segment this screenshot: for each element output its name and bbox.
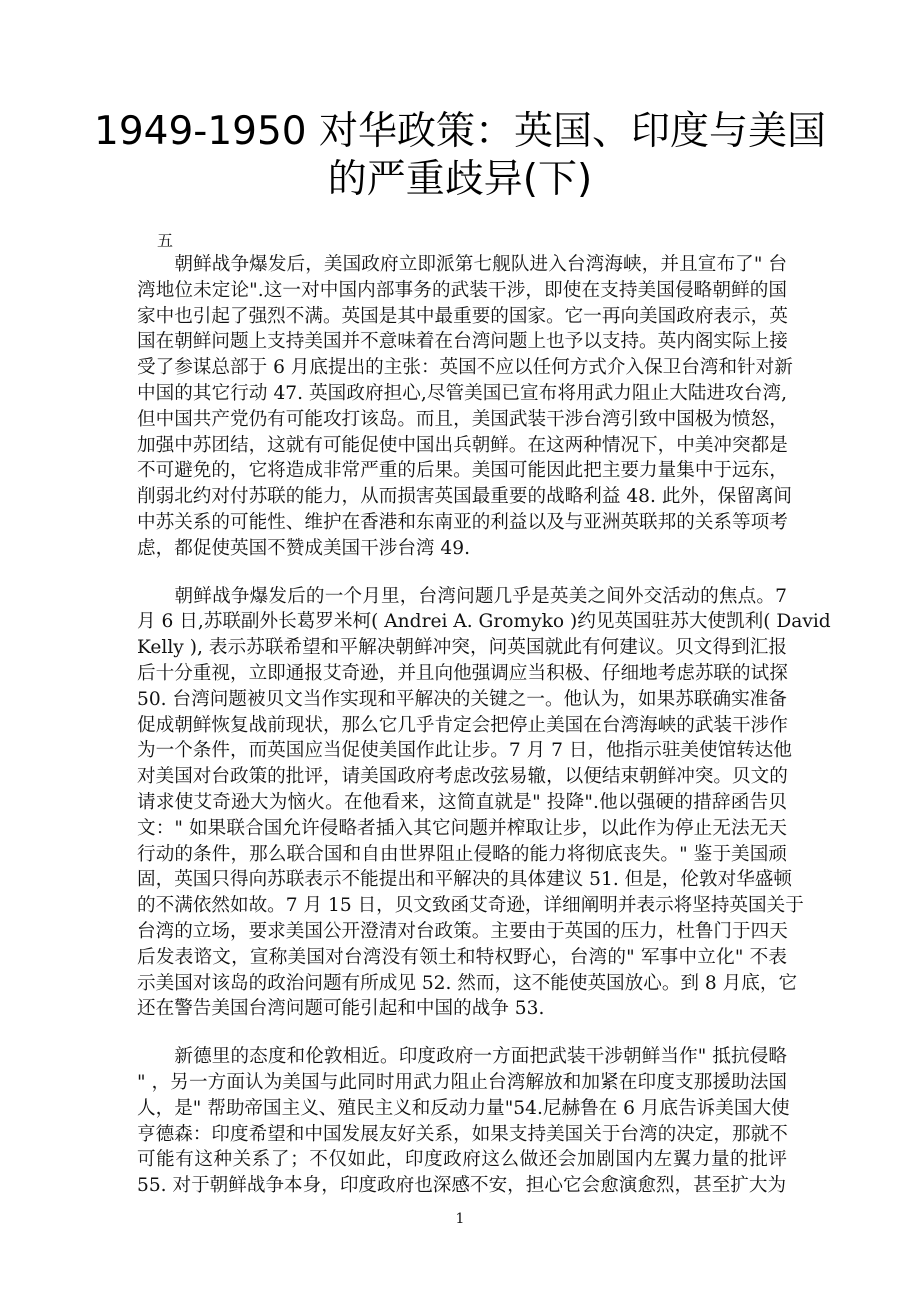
text-line: 台湾的立场，要求美国公开澄清对台政策。主要由于英国的压力，杜鲁门于四天 — [137, 920, 788, 942]
text-line: 后十分重视，立即通报艾奇逊，并且向他强调应当积极、仔细地考虑苏联的试探 — [137, 662, 788, 684]
title-line-2: 的严重歧异(下) — [327, 157, 593, 202]
text-line: 朝鲜战争爆发后的一个月里，台湾问题几乎是英美之间外交活动的焦点。7 — [137, 585, 787, 607]
text-line: 还在警告美国台湾问题可能引起和中国的战争 53. — [137, 998, 545, 1020]
text-line: 家中也引起了强烈不满。英国是其中最重要的国家。它一再向美国政府表示，英 — [137, 305, 788, 327]
text-line: " ，另一方面认为美国与此同时用武力阻止台湾解放和加紧在印度支那援助法国 — [137, 1071, 787, 1093]
text-line: 削弱北约对付苏联的能力，从而损害英国最重要的战略利益 48. 此外，保留离间 — [137, 486, 792, 508]
document-body — [137, 252, 831, 1221]
text-line: 朝鲜战争爆发后，美国政府立即派第七舰队进入台湾海峡，并且宣布了" 台 — [137, 254, 787, 275]
text-line: 人，是" 帮助帝国主义、殖民主义和反动力量"54.尼赫鲁在 6 月底告诉美国大使 — [137, 1097, 790, 1119]
document-title — [0, 108, 920, 204]
text-line: 月 6 日,苏联副外长葛罗米柯( Andrei A. Gromyko )约见英国驻苏大使凯利( David — [137, 611, 831, 633]
text-line: 加强中苏团结，这就有可能促使中国出兵朝鲜。在这两种情况下，中美冲突都是 — [137, 434, 788, 456]
text-line: 50. 台湾问题被贝文当作实现和平解决的关键之一。他认为，如果苏联确实准备 — [137, 688, 787, 710]
text-line: 的不满依然如故。7 月 15 日，贝文致函艾奇逊，详细阐明并表示将坚持英国关于 — [137, 895, 804, 917]
section-heading: 五 — [157, 231, 174, 250]
text-line: 行动的条件，那么联合国和自由世界阻止侵略的能力将彻底丧失。" 鉴于美国顽 — [137, 843, 787, 865]
text-line: 文：" 如果联合国允许侵略者插入其它问题并榨取让步，以此作为停止无法无天 — [137, 817, 787, 839]
text-line: 为一个条件，而英国应当促使美国作此让步。7 月 7 日，他指示驻美使馆转达他 — [137, 740, 792, 762]
text-line: 虑，都促使英国不赞成美国干涉台湾 49. — [137, 537, 470, 559]
text-line: 可能有这种关系了；不仅如此，印度政府这么做还会加剧国内左翼力量的批评 — [137, 1149, 787, 1171]
text-line: 受了参谋总部于 6 月底提出的主张：英国不应以任何方式介入保卫台湾和针对新 — [137, 357, 793, 379]
text-line: 示美国对该岛的政治问题有所成见 52. 然而，这不能使英国放心。到 8 月底，它 — [137, 972, 798, 994]
text-line: 国在朝鲜问题上支持美国并不意味着在台湾问题上也予以支持。英内阁实际上接 — [137, 331, 788, 353]
text-line: 后发表谘文，宣称美国对台湾没有领土和特权野心，台湾的" 军事中立化" 不表 — [137, 946, 787, 968]
text-line: 中国的其它行动 47. 英国政府担心,尽管美国已宣布将用武力阻止大陆进攻台湾, — [137, 382, 787, 404]
paragraph — [137, 584, 831, 1023]
text-line: 请求使艾奇逊大为恼火。在他看来，这简直就是" 投降".他以强硬的措辞函告贝 — [137, 791, 787, 813]
text-line: 中苏关系的可能性、维护在香港和东南亚的利益以及与亚洲英联邦的关系等项考 — [137, 511, 788, 533]
paragraph — [137, 1044, 790, 1199]
paragraph — [137, 252, 793, 562]
text-line: 湾地位未定论".这一对中国内部事务的武装干涉，即使在支持美国侵略朝鲜的国 — [137, 279, 787, 301]
text-line: 不可避免的，它将造成非常严重的后果。美国可能因此把主要力量集中于远东， — [137, 460, 788, 482]
title-line-1: 1949-1950 对华政策：英国、印度与美国 — [94, 109, 826, 154]
text-line: 55. 对于朝鲜战争本身，印度政府也深感不安，担心它会愈演愈烈，甚至扩大为 — [137, 1175, 787, 1197]
text-line: 亨德森：印度希望和中国发展友好关系，如果支持美国关于台湾的决定，那就不 — [137, 1123, 788, 1145]
text-line: 新德里的态度和伦敦相近。印度政府一方面把武装干涉朝鲜当作" 抵抗侵略 — [137, 1046, 787, 1068]
text-line: 固，英国只得向苏联表示不能提出和平解决的具体建议 51. 但是，伦敦对华盛顿 — [137, 869, 792, 891]
page-number: 1 — [455, 1211, 465, 1227]
text-line: 促成朝鲜恢复战前现状，那么它几乎肯定会把停止美国在台湾海峡的武装干涉作 — [137, 714, 788, 736]
text-line: 对美国对台政策的批评，请美国政府考虑改弦易辙，以便结束朝鲜冲突。贝文的 — [137, 766, 788, 788]
text-line: Kelly ), 表示苏联希望和平解决朝鲜冲突，问英国就此有何建议。贝文得到汇报 — [137, 637, 787, 659]
text-line: 但中国共产党仍有可能攻打该岛。而且，美国武装干涉台湾引致中国极为愤怒， — [137, 408, 788, 430]
